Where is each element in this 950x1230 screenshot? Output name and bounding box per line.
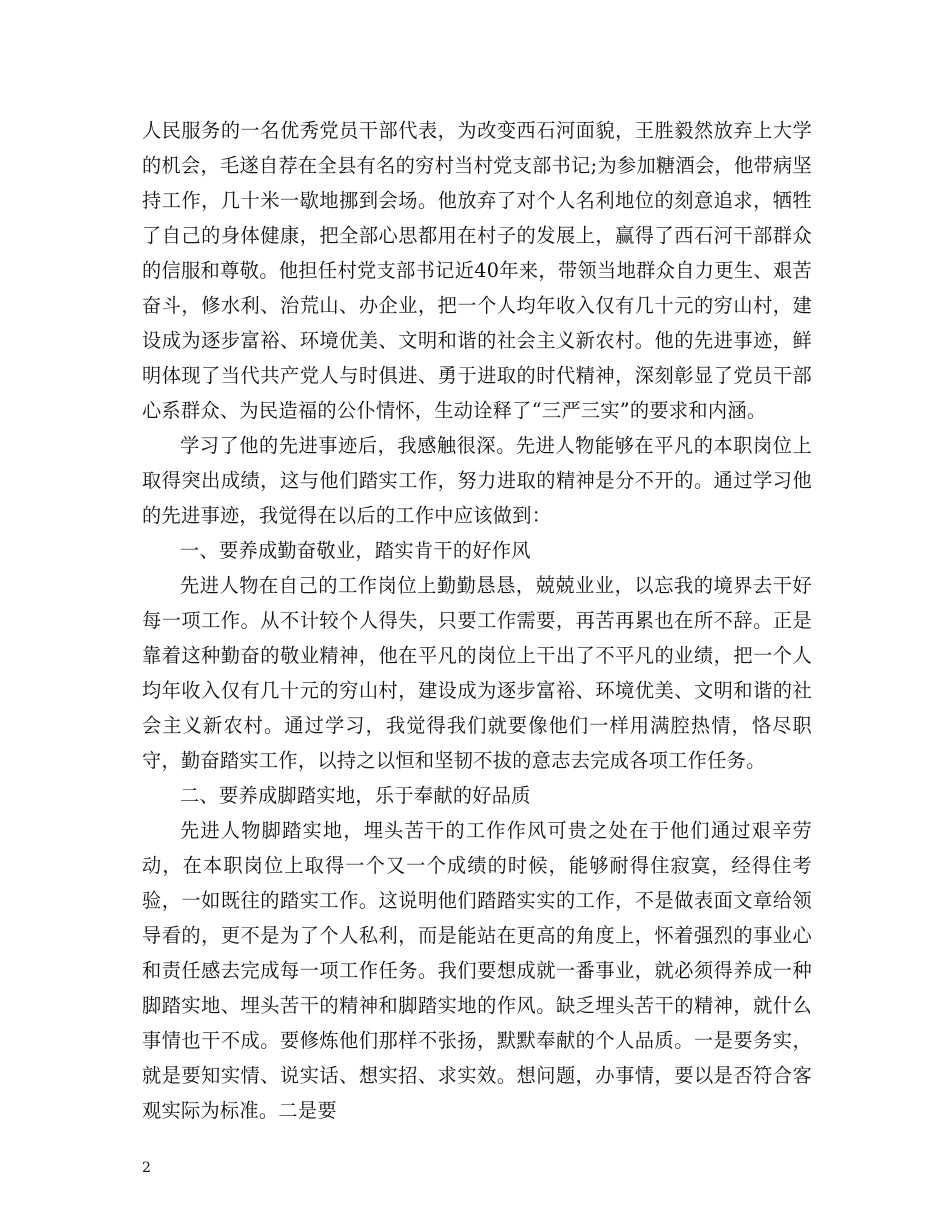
section-heading-one: 一、要养成勤奋敬业，踏实肯干的好作风 (180, 539, 531, 562)
page-number: 2 (142, 1160, 151, 1176)
paragraph-reflection: 学习了他的先进事迹后，我感触很深。先进人物能够在平凡的本职岗位上取得突出成绩，这与他们踏实工作，努力进取的精神是分不开的。通过学习他的先进事迹，我觉得在以后的工作中应该做到： (142, 434, 812, 527)
paragraph-section-one: 先进人物在自己的工作岗位上勤勤恳恳，兢兢业业，以忘我的境界去干好每一项工作。从不计较个人得失，只要工作需要，再苦再累也在所不辞。正是靠着这种勤奋的敬业精神，他在平凡的岗位上干出了不平凡的业绩，把一个人均年收入仅有几十元的穷山村，建设成为逐步富裕、环境优美、文明和谐的社会主义新农村。通过学习，我觉得我们就要像他们一样用满腔热情，恪尽职守，勤奋踏实工作，以持之以恒和坚韧不拔的意志去完成各项工作任务。 (142, 574, 812, 772)
paragraph-section-two: 先进人物脚踏实地，埋头苦干的工作作风可贵之处在于他们通过艰辛劳动，在本职岗位上取得一个又一个成绩的时候，能够耐得住寂寞，经得住考验，一如既往的踏实工作。这说明他们踏踏实实的工作，不是做表面文章给领导看的，更不是为了个人私利，而是能站在更高的角度上，怀着强烈的事业心和责任感去完成每一项工作任务。我们要想成就一番事业，就必须得养成一种脚踏实地、埋头苦干的精神和脚踏实地的作风。缺乏埋头苦干的精神，就什么事情也干不成。要修炼他们那样不张扬，默默奉献的个人品质。一是要务实，就是要知实情、说实话、想实招、求实效。想问题，办事情，要以是否符合客观实际为标准。二是要 (142, 819, 812, 1122)
paragraph-continuation: 人民服务的一名优秀党员干部代表，为改变西石河面貌，王胜毅然放弃上大学的机会，毛遂自荐在全县有名的穷村当村党支部书记;为参加糖酒会，他带病坚持工作，几十米一歇地挪到会场。他放弃了对个人名利地位的刻意追求，牺牲了自己的身体健康，把全部心思都用在村子的发展上，赢得了西石河干部群众的信服和尊敬。他担任村党支部书记近40年来，带领当地群众自力更生、艰苦奋斗，修水利、治荒山、办企业，把一个人均年收入仅有几十元的穷山村，建设成为逐步富裕、环境优美、文明和谐的社会主义新农村。他的先进事迹，鲜明体现了当代共产党人与时俱进、勇于进取的时代精神，深刻彰显了党员干部心系群众、为民造福的公仆情怀，生动诠释了“三严三实”的要求和内涵。 (142, 119, 812, 422)
section-heading-two: 二、要养成脚踏实地，乐于奉献的好品质 (180, 784, 531, 807)
document-body (142, 113, 812, 1128)
